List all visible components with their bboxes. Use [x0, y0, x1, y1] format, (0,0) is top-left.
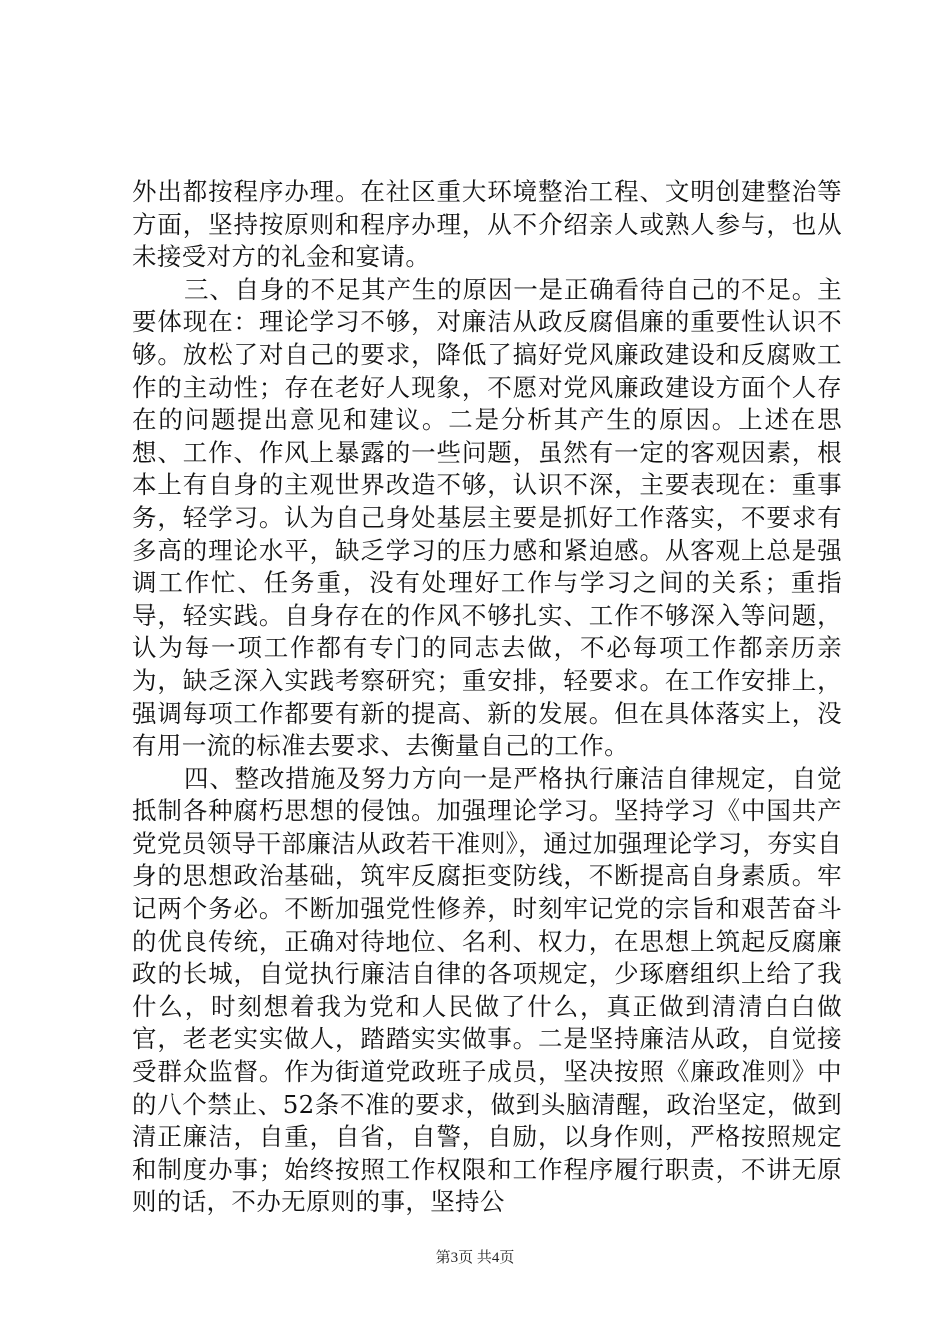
- paragraph-section-three: 三、自身的不足其产生的原因一是正确看待自己的不足。主要体现在：理论学习不够，对廉洁从政反腐倡廉的重要性认识不够。放松了对自己的要求，降低了搞好党风廉政建设和反腐败工作的主动性；存在老好人现象，不愿对党风廉政建设方面个人存在的问题提出意见和建议。二是分析其产生的原因。上述在思想、工作、作风上暴露的一些问题，虽然有一定的客观因素，根本上有自身的主观世界改造不够，认识不深，主要表现在：重事务，轻学习。认为自己身处基层主要是抓好工作落实，不要求有多高的理论水平，缺乏学习的压力感和紧迫感。从客观上总是强调工作忙、任务重，没有处理好工作与学习之间的关系；重指导，轻实践。自身存在的作风不够扎实、工作不够深入等问题，认为每一项工作都有专门的同志去做，不必每项工作都亲历亲为，缺乏深入实践考察研究；重安排，轻要求。在工作安排上，强调每项工作都要有新的提高、新的发展。但在具体落实上，没有用一流的标准去要求、去衡量自己的工作。: [132, 274, 842, 761]
- paragraph-section-four: 四、整改措施及努力方向一是严格执行廉洁自律规定，自觉抵制各种腐朽思想的侵蚀。加强理论学习。坚持学习《中国共产党党员领导干部廉洁从政若干准则》，通过加强理论学习，夯实自身的思想政治基础，筑牢反腐拒变防线，不断提高自身素质。牢记两个务必。不断加强党性修养，时刻牢记党的宗旨和艰苦奋斗的优良传统，正确对待地位、名利、权力，在思想上筑起反腐廉政的长城，自觉执行廉洁自律的各项规定，少琢磨组织上给了我什么，时刻想着我为党和人民做了什么，真正做到清清白白做官，老老实实做人，踏踏实实做事。二是坚持廉洁从政，自觉接受群众监督。作为街道党政班子成员，坚决按照《廉政准则》中的八个禁止、52条不准的要求，做到头脑清醒，政治坚定，做到清正廉洁，自重，自省，自警，自励，以身作则，严格按照规定和制度办事；始终按照工作权限和工作程序履行职责，不讲无原则的话，不办无原则的事，坚持公: [132, 763, 842, 1217]
- paragraph-continuation: 外出都按程序办理。在社区重大环境整治工程、文明创建整治等方面，坚持按原则和程序办理，从不介绍亲人或熟人参与，也从未接受对方的礼金和宴请。: [132, 177, 842, 272]
- page-number-footer: 第3页 共4页: [435, 1250, 515, 1266]
- document-body: [132, 176, 842, 1219]
